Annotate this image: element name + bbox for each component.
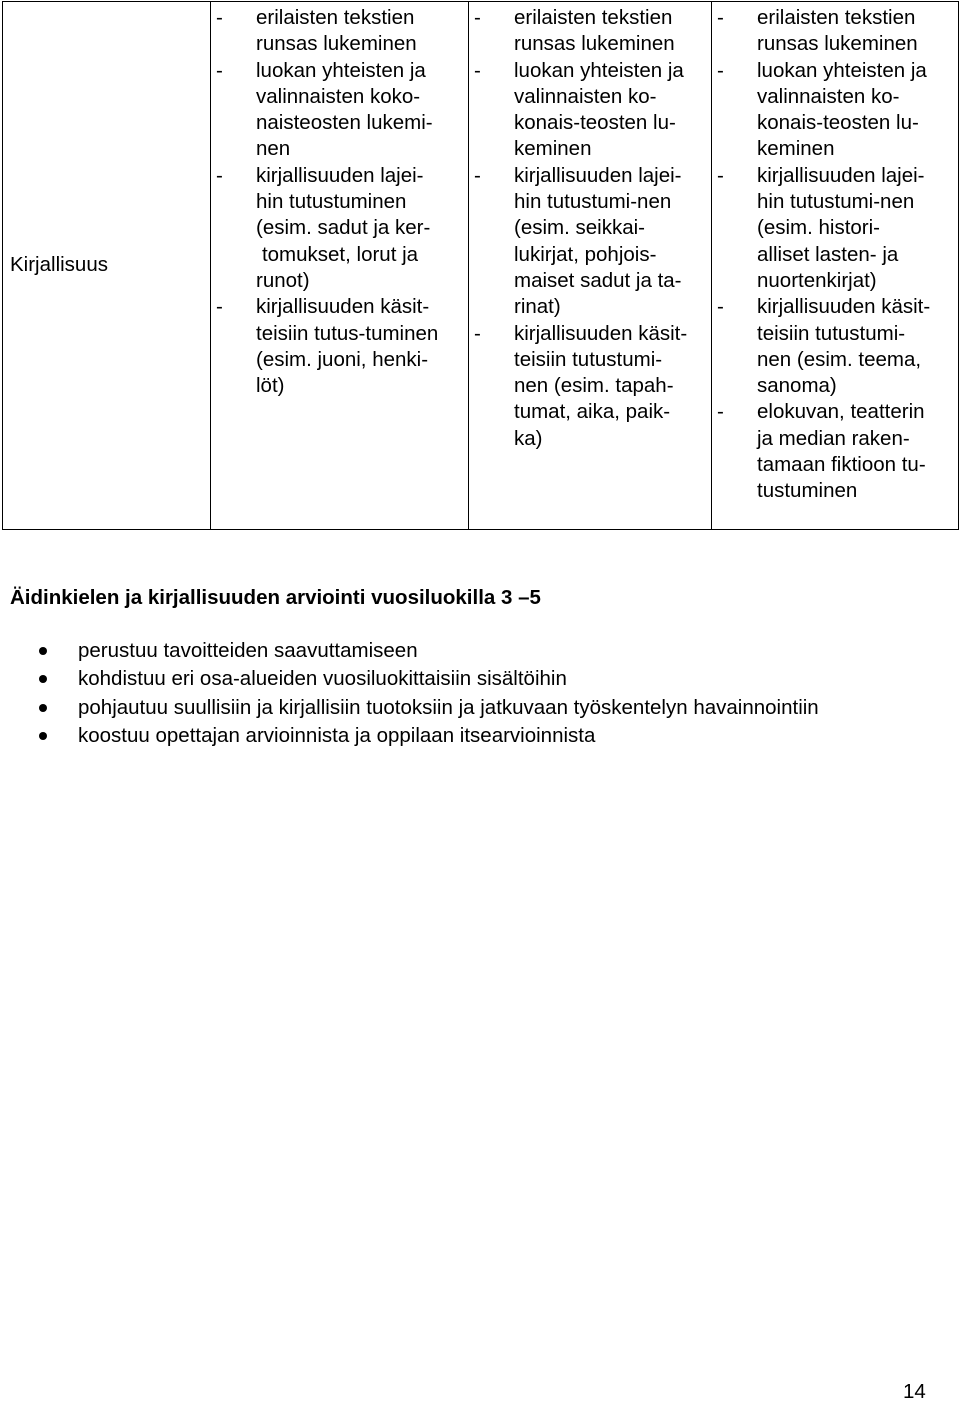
cell-text-line: maiset sadut ja ta- <box>514 268 682 292</box>
dash-marker: - <box>216 163 223 187</box>
assessment-list <box>0 637 819 750</box>
cell-text-line: - luokan yhteisten ja <box>474 58 707 84</box>
bullet-icon <box>39 704 47 712</box>
cell-text-line: ka) <box>514 426 543 450</box>
cell-text-line: - luokan yhteisten ja <box>717 58 954 84</box>
table-row <box>3 2 959 530</box>
cell-text-line: - kirjallisuuden käsit- <box>474 321 707 347</box>
cell-text-line: runsas lukeminen <box>757 32 918 56</box>
cell-text-line: - kirjallisuuden käsit- <box>717 294 954 320</box>
cell-text-line: - kirjallisuuden käsit- <box>216 294 464 320</box>
cell-text-line: naisteosten lukemi- <box>256 111 433 135</box>
cell-text-line: hin tutustuminen <box>256 190 407 214</box>
cell-text-line: valinnaisten ko- <box>757 84 900 108</box>
bullet-icon <box>39 675 47 683</box>
dash-marker: - <box>717 58 724 82</box>
dash-marker: - <box>216 6 223 29</box>
cell-text-line: teisiin tutustumi- <box>757 321 906 345</box>
cell-text-line: (esim. juoni, henki- <box>256 347 429 371</box>
cell-text-line: - kirjallisuuden lajei- <box>474 163 707 189</box>
cell-text-line: keminen <box>757 137 835 161</box>
cell-text-line: - kirjallisuuden lajei- <box>216 163 464 189</box>
cell-text-line: tumat, aika, paik- <box>514 400 671 424</box>
cell-text-line: (esim. histori- <box>757 216 881 240</box>
column-grade-5 <box>712 2 959 530</box>
cell-text-line: alliset lasten- ja <box>757 242 899 266</box>
cell-text-line: tustuminen <box>757 479 858 503</box>
dash-marker: - <box>717 6 724 29</box>
cell-text-line: - elokuvan, teatterin <box>717 399 954 425</box>
cell-text-line: keminen <box>514 137 592 161</box>
column-grade-3 <box>211 2 469 530</box>
dash-marker: - <box>474 6 481 29</box>
cell-text-line: sanoma) <box>757 374 837 398</box>
cell-text-line: valinnaisten ko- <box>514 84 657 108</box>
dash-marker: - <box>474 163 481 187</box>
cell-text-line: löt) <box>256 374 285 398</box>
page-number: 14 <box>903 1380 926 1403</box>
cell-text-line: - erilaisten tekstien <box>474 5 707 31</box>
cell-text-line: konais-teosten lu- <box>514 111 676 135</box>
column-grade-4 <box>469 2 712 530</box>
cell-text-line: - kirjallisuuden lajei- <box>717 163 954 189</box>
cell-text-line: (esim. sadut ja ker- <box>256 216 431 240</box>
dash-marker: - <box>474 58 481 82</box>
cell-text-line: hin tutustumi-nen <box>514 190 672 214</box>
cell-text-line: teisiin tutus-tuminen <box>256 321 439 345</box>
cell-text-line: nen <box>256 137 291 161</box>
content-table <box>2 1 959 530</box>
dash-marker: - <box>717 163 724 187</box>
cell-text-line: (esim. seikkai- <box>514 216 645 240</box>
cell-text-line: - erilaisten tekstien <box>216 5 464 31</box>
dash-marker: - <box>216 295 223 319</box>
dash-marker: - <box>474 321 481 345</box>
list-item: kohdistuu eri osa-alueiden vuosiluokittaisiin sisältöihin <box>0 665 819 693</box>
cell-text-line: hin tutustumi-nen <box>757 190 915 214</box>
cell-text-line: lukirjat, pohjois- <box>514 242 657 266</box>
cell-text-line: runsas lukeminen <box>514 32 675 56</box>
section-heading: Äidinkielen ja kirjallisuuden arviointi vuosiluokilla 3 –5 <box>10 586 541 609</box>
cell-text-line: runsas lukeminen <box>256 32 417 56</box>
cell-text-line: nen (esim. teema, <box>757 347 922 371</box>
list-item: perustuu tavoitteiden saavuttamiseen <box>0 637 819 665</box>
cell-text-line: teisiin tutustumi- <box>514 347 663 371</box>
dash-marker: - <box>717 400 724 424</box>
cell-text-line: konais-teosten lu- <box>757 111 919 135</box>
cell-text-line: tomukset, lorut ja <box>261 242 419 266</box>
row-label: Kirjallisuus <box>10 253 108 277</box>
cell-text-line: ja median raken- <box>757 426 910 450</box>
cell-text-line: - erilaisten tekstien <box>717 5 954 31</box>
list-item: koostuu opettajan arvioinnista ja oppilaan itsearvioinnista <box>0 722 819 750</box>
cell-text-line: valinnaisten koko- <box>256 84 421 108</box>
cell-text-line: runot) <box>256 268 310 292</box>
cell-text-line: nuortenkirjat) <box>757 268 877 292</box>
bullet-icon <box>39 647 47 655</box>
cell-text-line: tamaan fiktioon tu- <box>757 453 926 477</box>
row-label-cell <box>3 2 211 530</box>
cell-text-line: - luokan yhteisten ja <box>216 58 464 84</box>
cell-text-line: nen (esim. tapah- <box>514 374 674 398</box>
dash-marker: - <box>717 295 724 319</box>
dash-marker: - <box>216 58 223 82</box>
list-item: pohjautuu suullisiin ja kirjallisiin tuotoksiin ja jatkuvaan työskentelyn havainnointiin <box>0 694 819 722</box>
bullet-icon <box>39 732 47 740</box>
cell-text-line: rinat) <box>514 295 561 319</box>
